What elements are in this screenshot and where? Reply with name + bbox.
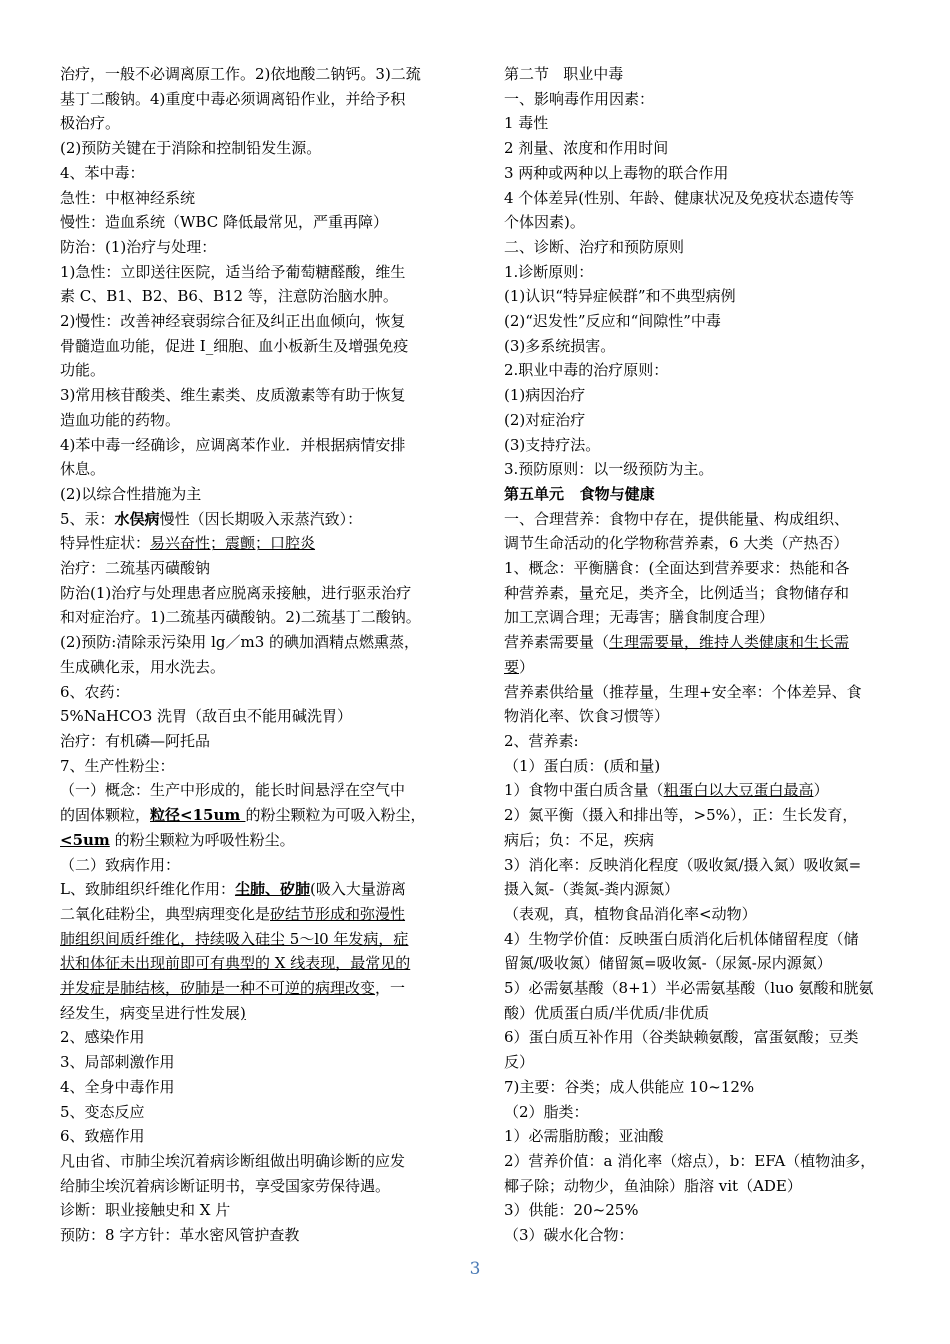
text-line (504, 87, 894, 112)
text-run: （1）蛋白质：(质和量) (504, 756, 661, 775)
text-line (504, 260, 894, 285)
text-run: (2)“迟发性”反应和“间隙性”中毒 (504, 312, 721, 331)
text-run: (2)对症治疗 (504, 410, 586, 429)
text-line (60, 186, 448, 211)
text-run: 尘肺、矽肺 (234, 880, 310, 899)
text-run: 的粉尘颗粒为呼吸性粉尘。 (109, 830, 295, 849)
text-line (504, 729, 894, 754)
text-line (60, 408, 448, 433)
text-run: 3、局部刺激作用 (60, 1053, 175, 1072)
text-line (504, 556, 894, 581)
text-run: 1、概念：平衡膳食：(全面达到营养要求：热能和各 (504, 559, 850, 578)
text-run: 易兴奋性；震颤；口腔炎 (150, 534, 316, 553)
text-line (60, 630, 448, 655)
text-run: ） (813, 781, 829, 800)
text-run: 慢性（因长期吸入汞蒸汽致）： (159, 509, 363, 528)
text-run: (3)多系统损害。 (504, 336, 616, 355)
text-line (60, 927, 448, 952)
text-line (504, 803, 894, 828)
text-line (60, 976, 448, 1001)
text-line (60, 556, 448, 581)
text-run: 2 剂量、浓度和作用时间 (504, 139, 669, 158)
page-number: 3 (469, 1259, 481, 1279)
text-run: 状和体征未出现前即可有典型的 X 线表现，最常见的 (60, 954, 411, 973)
text-run: 粒径<15um (150, 806, 246, 825)
text-run: 的粉尘颗粒为可吸入粉尘， (245, 806, 426, 825)
text-line (504, 111, 894, 136)
text-line (60, 778, 448, 803)
text-run: 2）营养价值：a 消化率（熔点），b：EFA（植物油多， (504, 1151, 876, 1170)
text-run: （二）致病作用： (60, 855, 181, 874)
text-line (60, 1174, 448, 1199)
text-line (504, 161, 894, 186)
text-run: 二氧化硅粉尘，典型病理变化是 (60, 904, 271, 923)
text-run: 慢性：造血系统（WBC 降低最常见，严重再障） (60, 213, 388, 232)
text-run: (2)预防关键在于消除和控制铅发生源。 (60, 139, 322, 158)
text-run: 营养素需要量（ (504, 633, 610, 652)
text-run: 生成碘化汞，用水洗去。 (60, 657, 226, 676)
text-line (60, 828, 448, 853)
text-line (60, 161, 448, 186)
text-run: 3 两种或两种以上毒物的联合作用 (504, 163, 729, 182)
text-run: <5um (60, 830, 110, 849)
text-line (504, 778, 894, 803)
text-run: 5、变态反应 (60, 1102, 145, 1121)
text-run: 4)苯中毒一经确诊，应调离苯作业．并根据病情安排 (60, 435, 406, 454)
text-line (504, 680, 894, 705)
text-run: 功能。 (60, 361, 106, 380)
text-run: 6、农药： (60, 682, 130, 701)
text-run: 预防：8 字方针：革水密风管护查教 (60, 1226, 300, 1245)
text-run: 4、苯中毒： (60, 163, 145, 182)
text-run: 6、致癌作用 (60, 1127, 145, 1146)
text-run: 4）生物学价值：反映蛋白质消化后机体储留程度（储 (504, 929, 859, 948)
text-line (60, 1149, 448, 1174)
text-run: 的固体颗粒， (60, 806, 151, 825)
text-line (60, 1100, 448, 1125)
text-run: 极治疗。 (60, 114, 121, 133)
text-line (60, 902, 448, 927)
text-line (504, 482, 894, 507)
text-run: 水俣病 (114, 509, 160, 528)
text-run: ) (240, 1003, 246, 1022)
text-run: （3）碳水化合物： (504, 1226, 634, 1245)
text-line (60, 87, 448, 112)
text-line (504, 951, 894, 976)
text-line (60, 383, 448, 408)
text-run: 2）氮平衡（摄入和排出等，>5%），正：生长发育， (504, 806, 858, 825)
text-line (60, 1001, 448, 1026)
text-line (504, 976, 894, 1001)
text-run: 基丁二酸钠。4)重度中毒必须调离铅作业，并给予积 (60, 89, 406, 108)
text-line (60, 729, 448, 754)
text-line (504, 1198, 894, 1223)
text-line (504, 704, 894, 729)
text-run: ，一 (375, 979, 406, 998)
text-line (504, 309, 894, 334)
text-line (504, 186, 894, 211)
text-run: 和对症治疗。1)二巯基丙磺酸钠。2)二巯基丁二酸钠。 (60, 608, 421, 627)
text-line (60, 1025, 448, 1050)
text-line (504, 62, 894, 87)
text-run: 二、诊断、治疗和预防原则 (504, 237, 685, 256)
text-line (60, 754, 448, 779)
text-line (504, 1124, 894, 1149)
text-run: 留氮/吸收氮）储留氮=吸收氮-（尿氮-尿内源氮） (504, 954, 832, 973)
text-line (60, 1223, 448, 1248)
text-run: 2)慢性：改善神经衰弱综合征及纠正出血倾向，恢复 (60, 312, 406, 331)
text-line (60, 951, 448, 976)
text-line (504, 531, 894, 556)
text-run: 1.诊断原则： (504, 262, 594, 281)
text-run: 粗蛋白以大豆蛋白最高 (663, 781, 814, 800)
text-run: 凡由省、市肺尘埃沉着病诊断组做出明确诊断的应发 (60, 1151, 406, 1170)
text-run: 加工烹调合理；无毒害；膳食制度合理） (504, 608, 775, 627)
text-run: (3)支持疗法。 (504, 435, 601, 454)
text-run: 调节生命活动的化学物称营养素，6 大类（产热否） (504, 534, 849, 553)
text-line (60, 507, 448, 532)
text-line (504, 210, 894, 235)
text-run: 3)常用核苷酸类、维生素类、皮质激素等有助于恢复 (60, 386, 406, 405)
text-line (60, 358, 448, 383)
text-run: 第二节 职业中毒 (504, 65, 624, 83)
text-run: 7、生产性粉尘： (60, 756, 175, 775)
text-line (504, 1100, 894, 1125)
text-run: 个体因素)。 (504, 213, 585, 232)
text-run: 防治：(1)治疗与处理： (60, 237, 217, 256)
text-run: 3）供能：20~25% (504, 1201, 639, 1220)
text-run: (吸入大量游离 (309, 880, 406, 899)
text-run: 治疗：二巯基丙磺酸钠 (60, 559, 211, 578)
text-run: 种营养素，量充足，类齐全，比例适当；食物储存和 (504, 583, 850, 602)
text-line (60, 210, 448, 235)
text-line (60, 136, 448, 161)
text-line (504, 334, 894, 359)
text-run: 病后；负：不足，疾病 (504, 830, 655, 849)
text-run: 矽结节形成和弥漫性 (270, 904, 406, 923)
text-run: 急性：中枢神经系统 (60, 188, 196, 207)
text-run: 1）食物中蛋白质含量（ (504, 781, 664, 800)
text-run: 经发生，病变呈进行性发展 (60, 1003, 241, 1022)
text-run: (1)病因治疗 (504, 386, 586, 405)
text-line (504, 1223, 894, 1248)
text-run: (2)以综合性措施为主 (60, 484, 202, 503)
text-run: 2、营养素: (504, 731, 579, 750)
text-line (504, 136, 894, 161)
text-line (504, 655, 894, 680)
text-line (60, 680, 448, 705)
text-line (60, 309, 448, 334)
text-line (504, 358, 894, 383)
text-line (504, 433, 894, 458)
text-run: 一、合理营养：食物中存在，提供能量、构成组织、 (504, 509, 850, 528)
text-run: （表观，真，植物食品消化率<动物） (504, 904, 757, 923)
text-line (60, 433, 448, 458)
text-line (60, 62, 448, 87)
text-line (60, 877, 448, 902)
text-line (60, 235, 448, 260)
text-run: 治疗，一般不必调离原工作。2)依地酸二钠钙。3)二巯 (60, 65, 421, 83)
text-line (504, 1050, 894, 1075)
text-line (60, 1124, 448, 1149)
text-run: 椰子除；动物少，鱼油除）脂溶 vit（ADE） (504, 1176, 802, 1195)
text-run: 6）蛋白质互补作用（谷类缺赖氨酸，富蛋氨酸；豆类 (504, 1028, 859, 1047)
text-run: 第五单元 食物与健康 (504, 484, 655, 503)
text-run: 肺组织间质纤维化，持续吸入硅尘 5～l0 年发病，症 (60, 929, 409, 948)
text-run: 酸）优质蛋白质/半优质/非优质 (504, 1003, 710, 1022)
text-run: 5）必需氨基酸（8+1）半必需氨基酸（luo 氨酸和胱氨 (504, 979, 874, 998)
text-run: 骨髓造血功能，促进 I_细胞、血小板新生及增强免疫 (60, 336, 409, 355)
text-line (504, 1001, 894, 1026)
text-line (60, 704, 448, 729)
text-line (504, 902, 894, 927)
text-line (60, 284, 448, 309)
text-line (504, 927, 894, 952)
text-line (504, 853, 894, 878)
text-line (504, 581, 894, 606)
text-line (504, 605, 894, 630)
text-line (60, 605, 448, 630)
text-run: 3）消化率：反映消化程度（吸收氮/摄入氮）吸收氮= (504, 855, 862, 874)
text-line (504, 284, 894, 309)
text-line (60, 457, 448, 482)
text-run: （2）脂类： (504, 1102, 589, 1121)
text-line (60, 655, 448, 680)
text-run: 诊断：职业接触史和 X 片 (60, 1201, 231, 1220)
text-run: (1)认识“特异症候群”和不典型病例 (504, 287, 736, 306)
text-run: (2)预防:清除汞污染用 lg／m3 的碘加酒精点燃熏蒸， (60, 633, 420, 652)
text-run: ） (519, 657, 535, 676)
text-run: 营养素供给量（推荐量，生理+安全率：个体差异、食 (504, 682, 862, 701)
text-run: 素 C、B1、B2、B6、B12 等，注意防治脑水肿。 (60, 287, 398, 306)
text-run: 生理需要量，维持人类健康和生长需 (609, 633, 850, 652)
text-run: 摄入氮-（粪氮-粪内源氮） (504, 880, 680, 899)
text-line (504, 630, 894, 655)
text-line (60, 482, 448, 507)
text-line (60, 1050, 448, 1075)
text-run: 2.职业中毒的治疗原则： (504, 361, 669, 380)
text-line (504, 754, 894, 779)
text-run: L、致肺组织纤维化作用： (60, 880, 235, 899)
text-line (504, 1025, 894, 1050)
text-run: 4、全身中毒作用 (60, 1077, 175, 1096)
text-line (60, 111, 448, 136)
right-text-column (504, 62, 894, 1248)
text-line (60, 260, 448, 285)
text-run: 并发症是肺结核，矽肺是一种不可逆的病理改变 (60, 979, 376, 998)
text-run: 给肺尘埃沉着病诊断证明书，享受国家劳保待遇。 (60, 1176, 391, 1195)
text-run: 1）必需脂肪酸；亚油酸 (504, 1127, 664, 1146)
text-line (504, 457, 894, 482)
text-run: 物消化率、饮食习惯等） (504, 707, 670, 726)
text-run: 5%NaHCO3 洗胃（敌百虫不能用碱洗胃） (60, 707, 353, 726)
text-line (60, 581, 448, 606)
text-line (504, 1149, 894, 1174)
text-run: 要 (504, 657, 520, 676)
text-run: 5、汞： (60, 509, 115, 528)
text-run: 7)主要：谷类；成人供能应 10~12% (504, 1077, 755, 1096)
text-line (60, 334, 448, 359)
text-line (60, 853, 448, 878)
text-run: 1 毒性 (504, 114, 549, 133)
text-line (60, 803, 448, 828)
text-run: 休息。 (60, 460, 106, 479)
text-line (504, 507, 894, 532)
text-run: 防治(1)治疗与处理患者应脱离汞接触，进行驱汞治疗 (60, 583, 412, 602)
text-line (504, 1075, 894, 1100)
text-run: 一、影响毒作用因素： (504, 89, 655, 108)
text-line (60, 1198, 448, 1223)
text-line (60, 1075, 448, 1100)
text-run: （一）概念：生产中形成的，能长时间悬浮在空气中 (60, 781, 406, 800)
text-line (504, 235, 894, 260)
text-line (504, 828, 894, 853)
text-run: 特异性症状： (60, 534, 151, 553)
text-run: 反） (504, 1053, 535, 1072)
text-run: 4 个体差异(性别、年龄、健康状况及免疫状态遗传等 (504, 188, 855, 207)
text-run: 1)急性：立即送往医院，适当给予葡萄糖醛酸，维生 (60, 262, 406, 281)
left-text-column (60, 62, 448, 1248)
text-line (60, 531, 448, 556)
text-line (504, 877, 894, 902)
text-line (504, 1174, 894, 1199)
text-run: 治疗：有机磷—阿托品 (60, 731, 211, 750)
text-run: 造血功能的药物。 (60, 410, 181, 429)
text-run: 3.预防原则：以一级预防为主。 (504, 460, 714, 479)
text-line (504, 383, 894, 408)
text-run: 2、感染作用 (60, 1028, 145, 1047)
text-line (504, 408, 894, 433)
